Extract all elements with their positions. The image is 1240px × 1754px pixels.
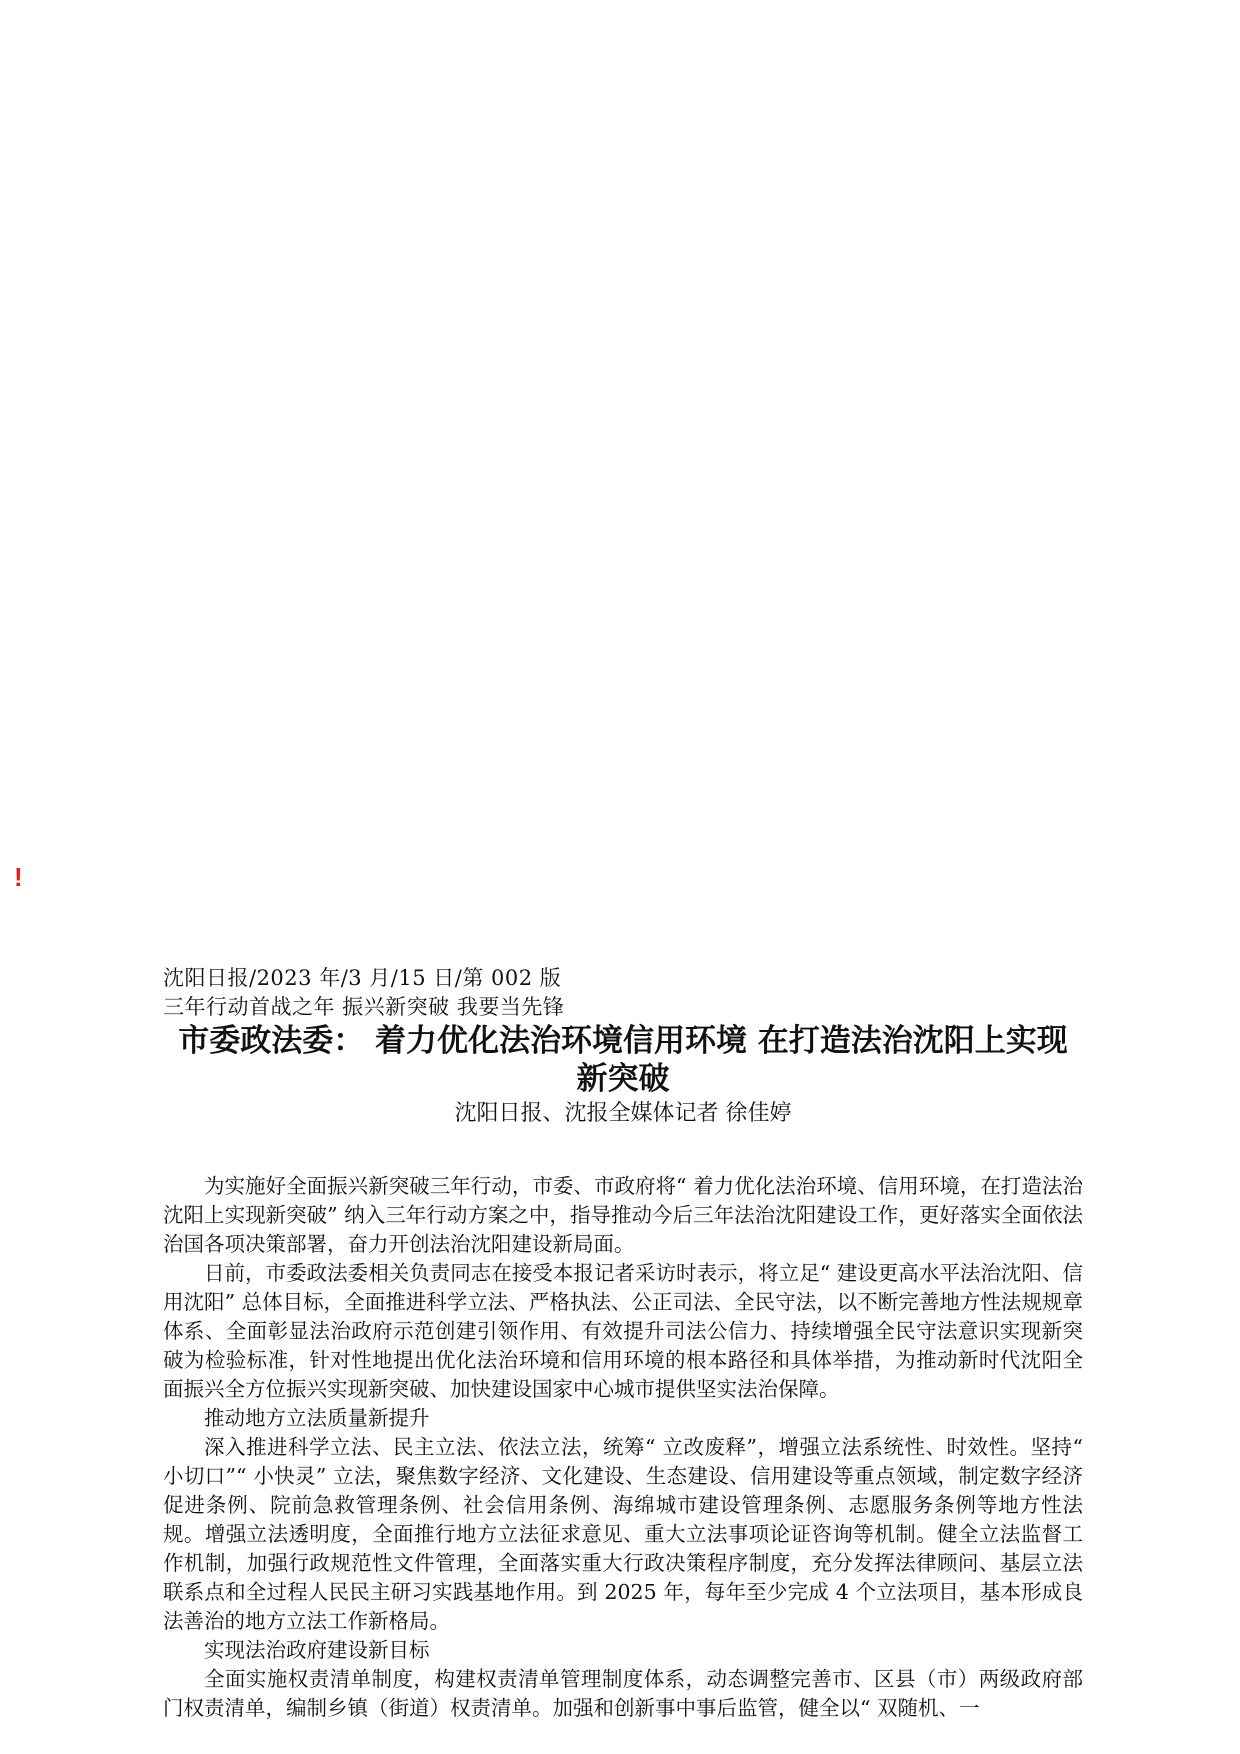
- paragraph: 深入推进科学立法、民主立法、依法立法，统筹“ 立改废释”，增强立法系统性、时效性。坚持“ 小切口”“ 小快灵” 立法，聚焦数字经济、文化建设、生态建设、信用建设等重点领域，制定数字经济促进条例、院前急救管理条例、社会信用条例、海绵城市建设管理条例、志愿服务条例等地方性法规。增强立法透明度，全面推行地方立法征求意见、重大立法事项论证咨询等机制。健全立法监督工作机制，加强行政规范性文件管理，全面落实重大行政决策程序制度，充分发挥法律顾问、基层立法联系点和全过程人民民主研习实践基地作用。到 2025 年，每年至少完成 4 个立法项目，基本形成良法善治的地方立法工作新格局。: [163, 1435, 1083, 1633]
- paragraph: 日前，市委政法委相关负责同志在接受本报记者采访时表示，将立足“ 建设更高水平法治沈阳、信用沈阳” 总体目标，全面推进科学立法、严格执法、公正司法、全民守法，以不断完善地方性法规规章体系、全面彰显法治政府示范创建引领作用、有效提升司法公信力、持续增强全民守法意识实现新突破为检验标准，针对性地提出优化法治环境和信用环境的根本路径和具体举措，为推动新时代沈阳全面振兴全方位振兴实现新突破、加快建设国家中心城市提供坚实法治保障。: [163, 1261, 1083, 1401]
- column-line: 三年行动首战之年 振兴新突破 我要当先锋: [163, 995, 565, 1019]
- section-heading: 实现法治政府建设新目标: [204, 1638, 430, 1662]
- byline: 沈阳日报、沈报全媒体记者 徐佳婷: [454, 1101, 792, 1126]
- article: [163, 964, 1083, 1723]
- paragraph: 全面实施权责清单制度，构建权责清单管理制度体系，动态调整完善市、区县（市）两级政府部门权责清单，编制乡镇（街道）权责清单。加强和创新事中事后监管，健全以“ 双随机、一: [163, 1667, 1083, 1720]
- article-body: [163, 1172, 1083, 1723]
- headline: 市委政法委： 着力优化法治环境信用环境 在打造法治沈阳上实现新突破: [178, 1023, 1068, 1097]
- section-heading: 推动地方立法质量新提升: [204, 1406, 430, 1430]
- paragraph: 为实施好全面振兴新突破三年行动，市委、市政府将“ 着力优化法治环境、信用环境，在打造法治沈阳上实现新突破” 纳入三年行动方案之中，指导推动今后三年法治沈阳建设工作，更好落实全面依法治国各项决策部署，奋力开创法治沈阳建设新局面。: [163, 1174, 1083, 1256]
- source-line: 沈阳日报/2023 年/3 月/15 日/第 002 版: [163, 966, 562, 990]
- red-exclamation-mark: !: [14, 862, 23, 892]
